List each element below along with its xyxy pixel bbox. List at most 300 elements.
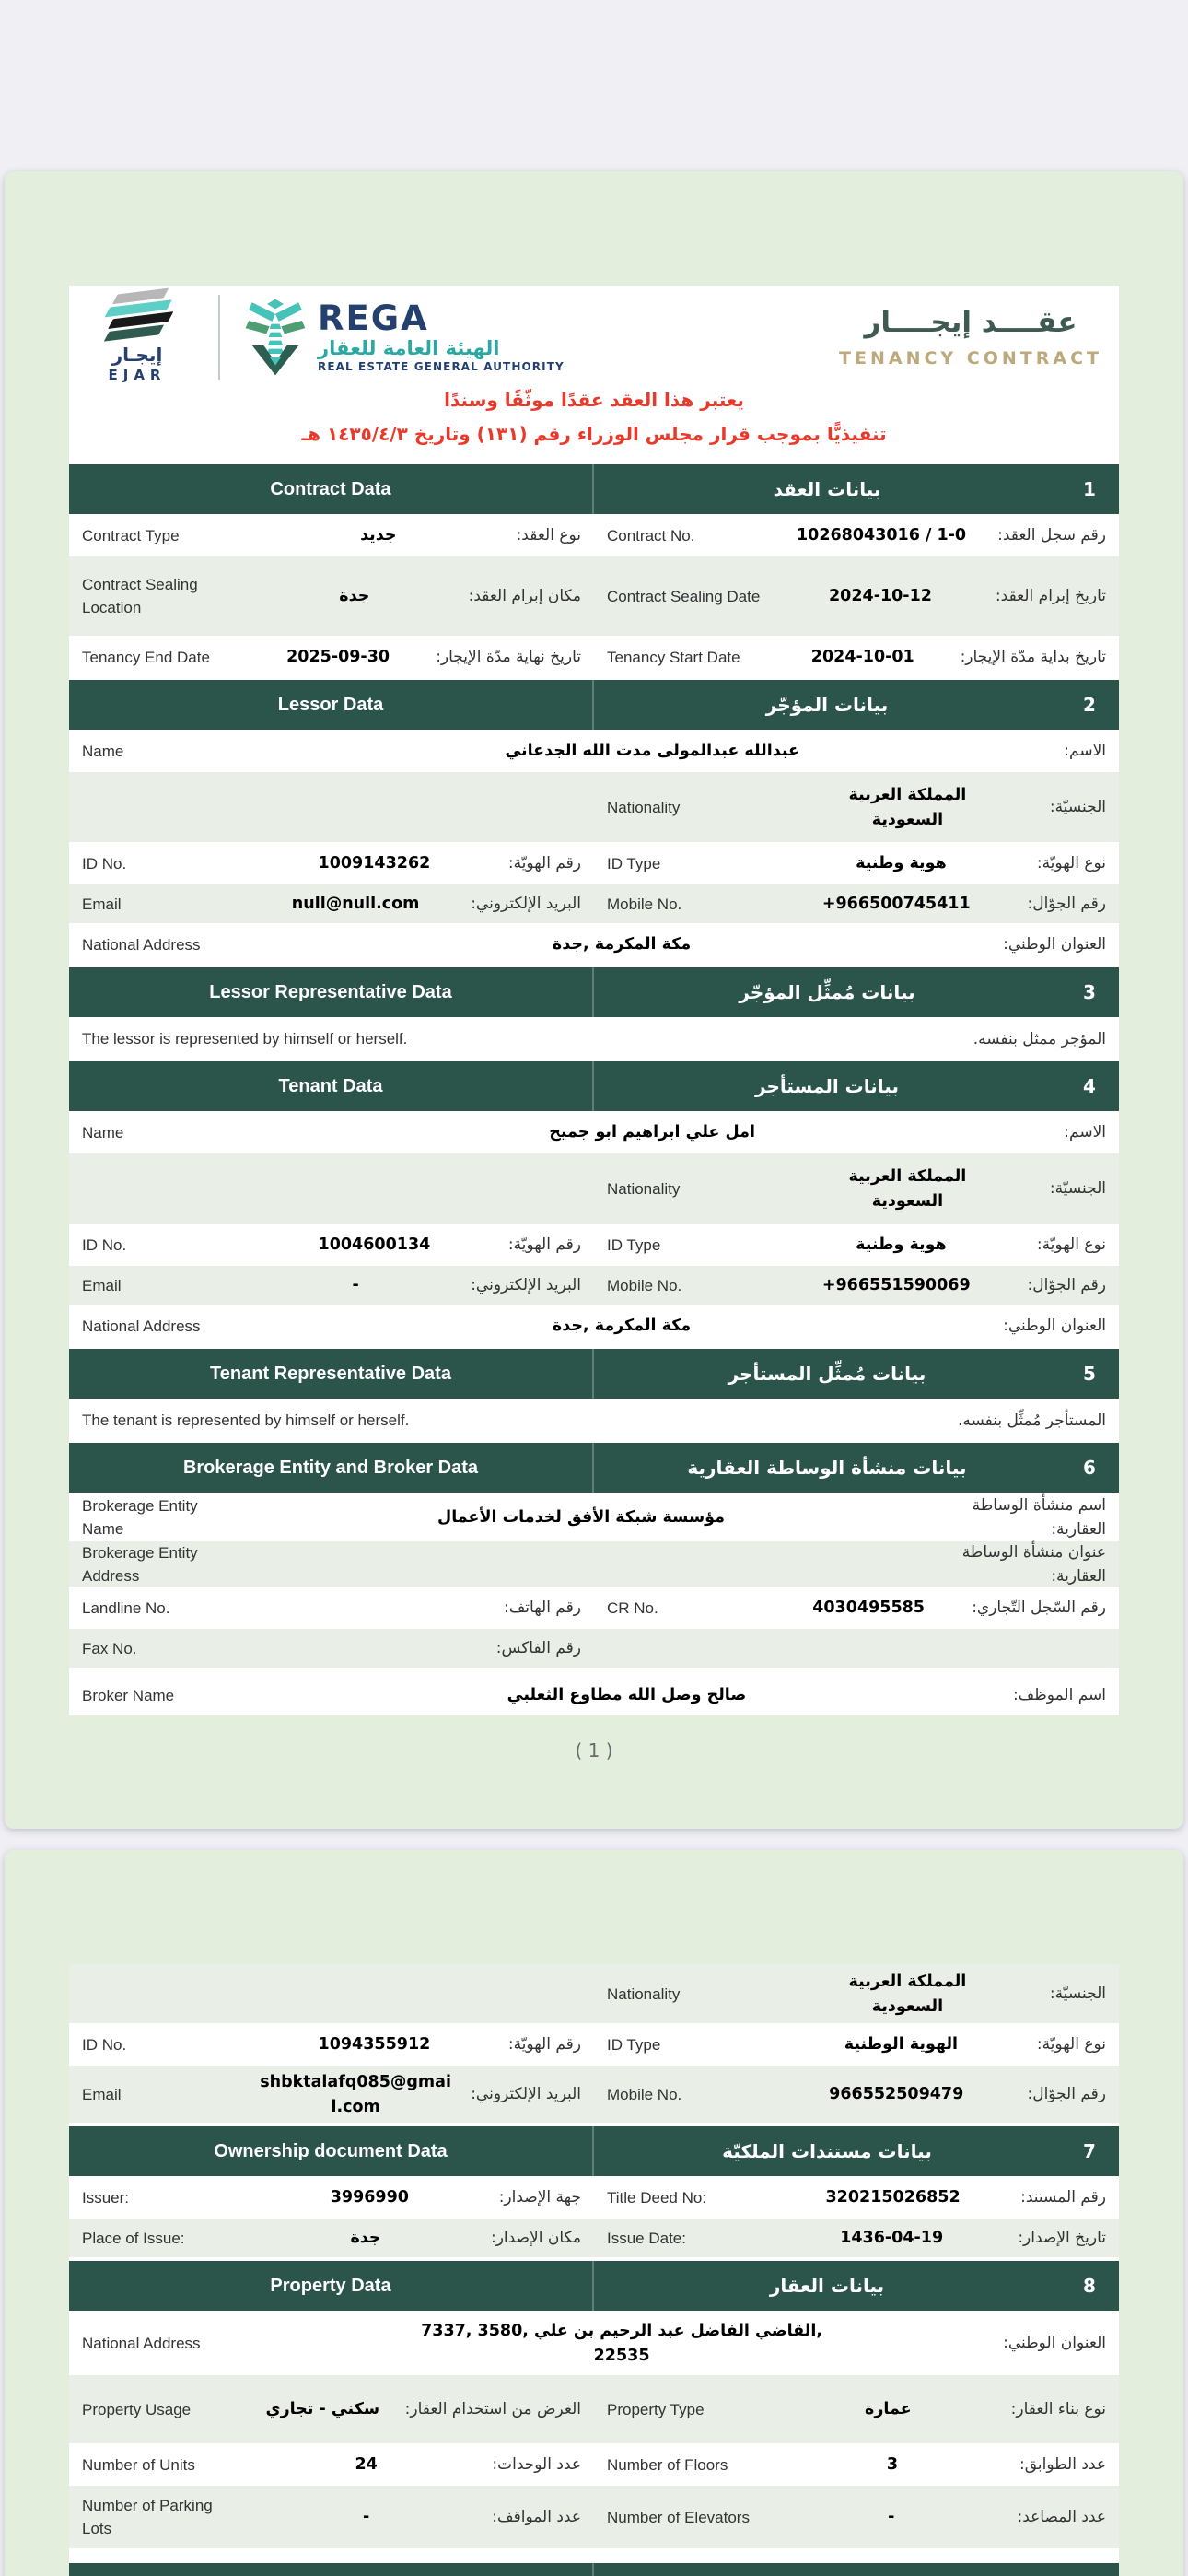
logo-divider: [218, 295, 220, 380]
field-value-text: 2025-09-30: [286, 648, 390, 667]
section-header-right: [594, 2126, 1119, 2176]
field-label-en: Email: [82, 1276, 122, 1294]
field-label-ar: نوع الهويّة:: [1036, 2035, 1106, 2055]
document-header: [69, 286, 1119, 381]
field-value: [765, 1165, 1050, 1214]
field-label-ar: رقم الهويّة:: [507, 2035, 581, 2055]
field-label-en: ID Type: [607, 854, 661, 872]
field-label-en: Number of Elevators: [607, 2508, 750, 2526]
section-header-right: [594, 464, 1119, 514]
field-value-text: سكني - تجاري: [265, 2400, 380, 2419]
section-header-right: [594, 1061, 1119, 1111]
document-title-english: TENANCY CONTRACT: [839, 348, 1102, 369]
field-half-left: [69, 2066, 594, 2125]
field-value-text: امل علي ابراهيم ابو جميح: [549, 1123, 755, 1142]
note-text-ar: المستأجر مُمثِّل بنفسه.: [958, 1411, 1106, 1430]
field-half-left: [69, 2375, 594, 2445]
page-number: ( 1 ): [575, 1739, 613, 1762]
field-half-left: [69, 523, 594, 548]
field-value: [765, 1233, 1037, 1258]
field-value: [240, 2032, 508, 2057]
field-label-en: Email: [82, 2085, 122, 2103]
section-header: [69, 2563, 1119, 2576]
field-label-ar: الجنسيّة:: [1049, 798, 1106, 817]
field-label-en: Mobile No.: [607, 1276, 682, 1294]
field-label-en: ID Type: [607, 1235, 661, 1254]
field-value: [240, 892, 471, 917]
legal-notice-line1: يعتبر هذا العقد عقدًا موثّقًا وسندًا: [444, 389, 744, 411]
field-label-en: ID Type: [607, 2035, 661, 2054]
section-title-en: [69, 2563, 594, 2576]
field-value: [765, 783, 1050, 833]
section-number: 5: [1083, 1363, 1096, 1385]
field-value-text: -: [352, 1276, 359, 1295]
field-row: [69, 2313, 1119, 2375]
field-half-left: [69, 2445, 594, 2486]
field-row: [69, 2178, 1119, 2219]
ejar-wordmark-arabic: إيجـار: [111, 343, 163, 366]
field-half-left: [69, 1597, 594, 1621]
field-value-text: 1004600134: [318, 1235, 431, 1255]
field-value: [240, 851, 508, 876]
field-value-text: عبدالله عبدالمولى مدت الله الجدعاني: [505, 742, 799, 761]
field-label-ar: الغرض من استخدام العقار:: [404, 2400, 581, 2419]
field-value-text: 1009143262: [318, 854, 431, 873]
field-label-en: Name: [82, 742, 124, 760]
field-value-text: +966500745411: [821, 895, 971, 914]
field-label-ar: عدد الطوابق:: [1019, 2455, 1106, 2475]
ejar-wordmark-latin: EJAR: [108, 366, 167, 383]
field-value: [240, 2185, 499, 2210]
field-value-text: 1436-04-19: [840, 2229, 944, 2248]
field-half-right: [594, 2025, 1119, 2066]
field-value-text: shbktalafq085@gmail.com: [260, 2072, 451, 2116]
field-value: [240, 2070, 471, 2120]
field-row: [69, 925, 1119, 966]
field-label-ar: تاريخ إبرام العقد:: [995, 587, 1106, 606]
field-label-ar: تاريخ بداية مدّة الإيجار:: [960, 648, 1106, 667]
field-value-text: عمارة: [865, 2400, 912, 2419]
field-label-ar: رقم الجوّال:: [1027, 895, 1106, 914]
field-value-text: 4030495585: [812, 1598, 925, 1618]
field-value-text: 320215026852: [825, 2188, 961, 2207]
field-row: [69, 2066, 1119, 2125]
field-half-right: [594, 2226, 1119, 2251]
field-half-right: [594, 1596, 1119, 1621]
section-number: 7: [1083, 2140, 1096, 2162]
page-2-sheet: [69, 1964, 1119, 2576]
field-half-left: [69, 2025, 594, 2066]
field-label-en: Number of Parking Lots: [82, 2497, 213, 2537]
field-label-ar: نوع الهويّة:: [1036, 1235, 1106, 1255]
section-header: [69, 1061, 1119, 1111]
field-row: [69, 1225, 1119, 1266]
field-value-text: null@null.com: [291, 895, 420, 914]
field-label-ar: العنوان الوطني:: [1003, 1317, 1106, 1336]
field-label-ar: رقم الجوّال:: [1027, 2085, 1106, 2104]
field-value: [240, 2226, 491, 2251]
field-value-text: مؤسسة شبكة الأفق لخدمات الأعمال: [437, 1507, 725, 1527]
field-label-ar: عنوان منشأة الوساطة العقارية:: [961, 1543, 1106, 1586]
section-header-right: [594, 2563, 1119, 2576]
field-label-ar: البريد الإلكتروني:: [471, 2085, 581, 2104]
field-row: [69, 516, 1119, 556]
field-half-left: [69, 2486, 594, 2550]
field-label-en: Mobile No.: [607, 2085, 682, 2103]
field-label-ar: الاسم:: [1064, 1123, 1106, 1142]
field-half-left: [69, 1233, 594, 1258]
rega-name-latin: REAL ESTATE GENERAL AUTHORITY: [318, 360, 565, 373]
field-label-en: CR No.: [607, 1598, 658, 1617]
field-label-ar: تاريخ نهاية مدّة الإيجار:: [436, 648, 581, 667]
field-value-text: الهوية الوطنية: [844, 2035, 959, 2055]
field-label-en: Number of Floors: [607, 2455, 728, 2474]
field-half-left: [69, 645, 594, 670]
field-label-en: Nationality: [607, 1179, 681, 1198]
field-label-ar: عدد المواقف:: [492, 2508, 581, 2527]
field-label-ar: البريد الإلكتروني:: [471, 895, 581, 914]
field-value-text: جدة‎, مكة المكرمة: [552, 1317, 692, 1336]
ejar-logo: [78, 292, 196, 383]
field-label-en: Name: [82, 1123, 124, 1142]
legal-notice-line2: تنفيذيًّا بموجب قرار مجلس الوزراء رقم (١٣١) وتاريخ ١٤٣٥/٤/٣ هـ: [301, 423, 887, 445]
field-value-text: 2024-10-01: [810, 648, 914, 667]
section-title-ar: بيانات المؤجّر: [765, 694, 889, 716]
field-half-left: [69, 1273, 594, 1298]
section-header: [69, 2126, 1119, 2176]
field-label-en: Tenancy End Date: [82, 648, 210, 666]
rega-palm-icon: [242, 296, 309, 379]
field-label-en: Place of Issue:: [82, 2229, 185, 2247]
field-row: [69, 556, 1119, 638]
field-row: [69, 1588, 1119, 1629]
field-label-ar: رقم الفاكس:: [495, 1639, 581, 1658]
field-value-text: المملكة العربية السعودية: [848, 1972, 967, 2016]
field-half-right: [594, 1153, 1119, 1225]
field-half-right: [594, 2486, 1119, 2550]
field-value-text: جدة: [339, 587, 370, 606]
field-value: [765, 2397, 1011, 2422]
field-label-en: National Address: [82, 935, 201, 954]
section-title-ar: بيانات مُمثِّل المؤجّر: [739, 981, 915, 1003]
field-label-ar: رقم السّجل التّجاري:: [972, 1598, 1106, 1618]
section-title-en: Lessor Representative Data: [69, 967, 594, 1017]
field-value-text: جديد: [360, 526, 397, 545]
field-value: [765, 1970, 1050, 2020]
field-label-ar: العنوان الوطني:: [1003, 935, 1106, 954]
field-row: [69, 732, 1119, 772]
field-label-ar: نوع بناء العقار:: [1010, 2400, 1106, 2419]
field-value-text: جدة: [350, 2229, 381, 2248]
section-number: 8: [1083, 2275, 1096, 2297]
field-label-ar: البريد الإلكتروني:: [471, 1276, 581, 1295]
field-value: [240, 1683, 1013, 1708]
rega-text-block: [318, 301, 565, 373]
field-half-left: [69, 772, 594, 844]
field-row: [69, 2219, 1119, 2259]
field-label-en: Email: [82, 895, 122, 913]
field-half-left: [69, 892, 594, 917]
field-label-ar: رقم الهويّة:: [507, 1235, 581, 1255]
field-label-ar: اسم منشأة الوساطة العقارية:: [972, 1496, 1106, 1539]
field-label-ar: تاريخ الإصدار:: [1018, 2229, 1106, 2248]
field-label-en: Contract Sealing Location: [82, 576, 198, 616]
section-header-right: [594, 1349, 1119, 1399]
section-title-en: Property Data: [69, 2261, 594, 2311]
field-label-ar: مكان إبرام العقد:: [468, 587, 581, 606]
field-value: [240, 1120, 1064, 1145]
field-value: [765, 1596, 972, 1621]
page-1-sheet: [69, 286, 1119, 1715]
field-value: [240, 1314, 1003, 1339]
field-value: [765, 2032, 1037, 2057]
contract-page-1: [5, 171, 1183, 1829]
ejar-stripes-icon: [99, 287, 174, 341]
field-label-ar: جهة الإصدار:: [498, 2188, 581, 2207]
field-half-left: [69, 1637, 594, 1661]
field-label-ar: الجنسيّة:: [1049, 1985, 1106, 2004]
field-label-en: National Address: [82, 1317, 201, 1335]
field-value-text: 3: [886, 2455, 899, 2475]
representative-note-row: [69, 1019, 1119, 1060]
field-half-right: [594, 1233, 1119, 1258]
field-row: [69, 1266, 1119, 1306]
section-header: [69, 464, 1119, 514]
field-value: [765, 2505, 1018, 2530]
field-half-right: [594, 892, 1119, 917]
section-title-ar: بيانات مستندات الملكيّة: [722, 2140, 932, 2162]
field-label-ar: الاسم:: [1064, 742, 1106, 761]
section-title-ar: بيانات المستأجر: [755, 1075, 899, 1097]
field-label-en: Tenancy Start Date: [607, 648, 740, 666]
field-label-ar: الجنسيّة:: [1049, 1179, 1106, 1199]
field-value: [240, 1233, 508, 1258]
field-value-text: صالح وصل الله مطاوع الثعلبي: [507, 1686, 747, 1705]
document-title-block: [839, 306, 1110, 369]
field-value: [240, 2453, 492, 2477]
field-label-en: Contract Sealing Date: [607, 587, 761, 605]
field-label-en: Property Usage: [82, 2400, 192, 2418]
field-label-en: Fax No.: [82, 1639, 137, 1657]
field-value: [240, 1273, 471, 1298]
field-value: [240, 739, 1064, 764]
field-label-ar: نوع الهويّة:: [1036, 854, 1106, 873]
rega-wordmark: REGA: [318, 299, 429, 338]
note-text-en: The lessor is represented by himself or herself.: [82, 1030, 408, 1048]
field-value-text: 1094355912: [318, 2035, 431, 2055]
field-half-right: [594, 523, 1119, 548]
field-label-ar: رقم الهاتف:: [503, 1598, 581, 1618]
field-row: [69, 1964, 1119, 2025]
field-value: [765, 892, 1027, 917]
field-value: [765, 851, 1037, 876]
field-value-text: 24: [355, 2455, 378, 2475]
field-value: [240, 584, 469, 609]
field-value: [765, 2082, 1027, 2107]
section-title-ar: بيانات العقار: [769, 2275, 885, 2297]
field-label-en: Title Deed No:: [607, 2188, 707, 2207]
section-title-en: Tenant Representative Data: [69, 1349, 594, 1399]
field-value-text: 10268043016 / 1-0: [796, 526, 967, 545]
field-row: [69, 844, 1119, 884]
section-number: 1: [1083, 478, 1096, 500]
field-half-right: [594, 2066, 1119, 2125]
field-value-text: المملكة العربية السعودية: [848, 785, 967, 829]
field-label-ar: رقم الجوّال:: [1027, 1276, 1106, 1295]
field-half-right: [594, 772, 1119, 844]
field-label-ar: اسم الموظف:: [1012, 1686, 1106, 1705]
field-value-text: -: [888, 2508, 895, 2527]
field-value: [765, 2453, 1019, 2477]
field-label-en: ID No.: [82, 2035, 127, 2054]
field-row: [69, 884, 1119, 925]
field-value: [765, 2185, 1020, 2210]
field-half-right: [594, 2185, 1119, 2210]
field-label-ar: العنوان الوطني:: [1003, 2334, 1106, 2353]
field-half-left: [69, 2185, 594, 2210]
field-value-text: هوية وطنية: [856, 1235, 947, 1255]
document-title-arabic: عقــــد إيجــــار: [864, 306, 1077, 339]
field-label-en: Brokerage Entity Name: [82, 1496, 198, 1538]
field-row: [69, 1306, 1119, 1347]
field-value: [240, 932, 1003, 957]
field-label-en: Nationality: [607, 798, 681, 816]
field-value: [240, 523, 517, 548]
field-value: [240, 1505, 922, 1530]
note-text-ar: المؤجر ممثل بنفسه.: [973, 1030, 1106, 1048]
field-label-en: Issuer:: [82, 2188, 130, 2207]
section-title-ar: بيانات مُمثِّل المستأجر: [728, 1363, 926, 1385]
field-row: [69, 772, 1119, 844]
field-half-left: [69, 1964, 594, 2025]
field-label-ar: رقم سجل العقد:: [997, 526, 1106, 545]
row-spacer: [69, 2550, 1119, 2561]
field-label-en: Property Type: [607, 2400, 705, 2418]
field-half-right: [594, 2445, 1119, 2486]
field-row: [69, 638, 1119, 678]
field-row: [69, 2486, 1119, 2550]
field-half-left: [69, 1153, 594, 1225]
field-half-right: [594, 851, 1119, 876]
rega-logo: [242, 296, 565, 379]
field-value: [765, 2226, 1018, 2251]
field-value-text: المملكة العربية السعودية: [848, 1166, 967, 1211]
field-half-left: [69, 2226, 594, 2251]
field-value: [240, 2505, 492, 2530]
field-label-ar: رقم المستند:: [1020, 2188, 1106, 2207]
field-label-en: Brokerage Entity Address: [82, 1543, 198, 1585]
section-header-right: [594, 2261, 1119, 2311]
field-label-ar: رقم الهويّة:: [507, 854, 581, 873]
field-label-ar: مكان الإصدار:: [491, 2229, 581, 2248]
field-value-text: 966552509479: [829, 2085, 964, 2104]
section-header: [69, 967, 1119, 1017]
section-title-ar: بيانات العقد: [773, 478, 881, 500]
logo-group: [78, 292, 565, 383]
field-half-right: [594, 556, 1119, 638]
section-title-ar: بيانات منشأة الوساطة العقارية: [687, 1457, 967, 1479]
field-label-ar: عدد الوحدات:: [492, 2455, 581, 2475]
field-label-en: Landline No.: [82, 1598, 170, 1617]
field-row: [69, 2375, 1119, 2445]
field-label-ar: نوع العقد:: [516, 526, 581, 545]
section-title-en: Brokerage Entity and Broker Data: [69, 1443, 594, 1493]
field-label-ar: عدد المصاعد:: [1017, 2508, 1106, 2527]
field-half-right: [594, 1273, 1119, 1298]
field-value: [765, 645, 961, 670]
field-value-text: +966551590069: [821, 1276, 971, 1295]
field-label-en: Contract Type: [82, 526, 180, 544]
field-label-en: Mobile No.: [607, 895, 682, 913]
field-row: [69, 1669, 1119, 1715]
field-label-en: Nationality: [607, 1985, 681, 2003]
section-number: 3: [1083, 981, 1096, 1003]
field-label-en: Number of Units: [82, 2455, 195, 2474]
section-title-en: Lessor Data: [69, 680, 594, 730]
section-header: [69, 2261, 1119, 2311]
field-value-text: 7337, 3580, القاضي الفاضل عبد الرحيم بن علي‎, 22535: [421, 2321, 823, 2365]
field-label-en: ID No.: [82, 1235, 127, 1254]
field-row: [69, 1541, 1119, 1588]
representative-note-row: [69, 1400, 1119, 1441]
field-value: [240, 2397, 405, 2422]
section-number: 6: [1083, 1457, 1096, 1479]
field-label-en: Broker Name: [82, 1686, 175, 1704]
field-row: [69, 1494, 1119, 1541]
field-label-en: National Address: [82, 2334, 201, 2352]
section-header-right: [594, 680, 1119, 730]
section-title-en: Contract Data: [69, 464, 594, 514]
field-half-right: [594, 1964, 1119, 2025]
field-half-right: [594, 2375, 1119, 2445]
contract-page-2: [5, 1850, 1183, 2576]
field-value: [240, 645, 436, 670]
field-row: [69, 2025, 1119, 2066]
field-value: [765, 1273, 1027, 1298]
section-number: 4: [1083, 1075, 1096, 1097]
field-row: [69, 1153, 1119, 1225]
section-header-right: [594, 1443, 1119, 1493]
field-value: [765, 584, 996, 609]
note-text-en: The tenant is represented by himself or herself.: [82, 1411, 410, 1429]
field-value: [765, 523, 997, 548]
section-number: 2: [1083, 694, 1096, 716]
section-title-en: Ownership document Data: [69, 2126, 594, 2176]
section-title-en: Tenant Data: [69, 1061, 594, 1111]
section-header: [69, 1443, 1119, 1493]
field-value-text: -: [363, 2508, 370, 2527]
field-value: [240, 2319, 1003, 2369]
field-half-right: [594, 645, 1119, 670]
field-value-text: جدة‎, مكة المكرمة: [552, 935, 692, 954]
field-value-text: 2024-10-12: [828, 587, 932, 606]
legal-notice: [69, 383, 1119, 453]
field-label-en: Contract No.: [607, 526, 695, 544]
field-row: [69, 1629, 1119, 1669]
field-row: [69, 1113, 1119, 1153]
field-row: [69, 2445, 1119, 2486]
section-header-right: [594, 967, 1119, 1017]
field-label-en: ID No.: [82, 854, 127, 872]
section-header: [69, 1349, 1119, 1399]
field-label-en: Issue Date:: [607, 2229, 686, 2247]
field-value-text: هوية وطنية: [856, 854, 947, 873]
field-value-text: 3996990: [330, 2188, 409, 2207]
section-header: [69, 680, 1119, 730]
rega-name-arabic: الهيئة العامة للعقار: [318, 337, 500, 359]
field-half-left: [69, 556, 594, 638]
field-half-left: [69, 851, 594, 876]
